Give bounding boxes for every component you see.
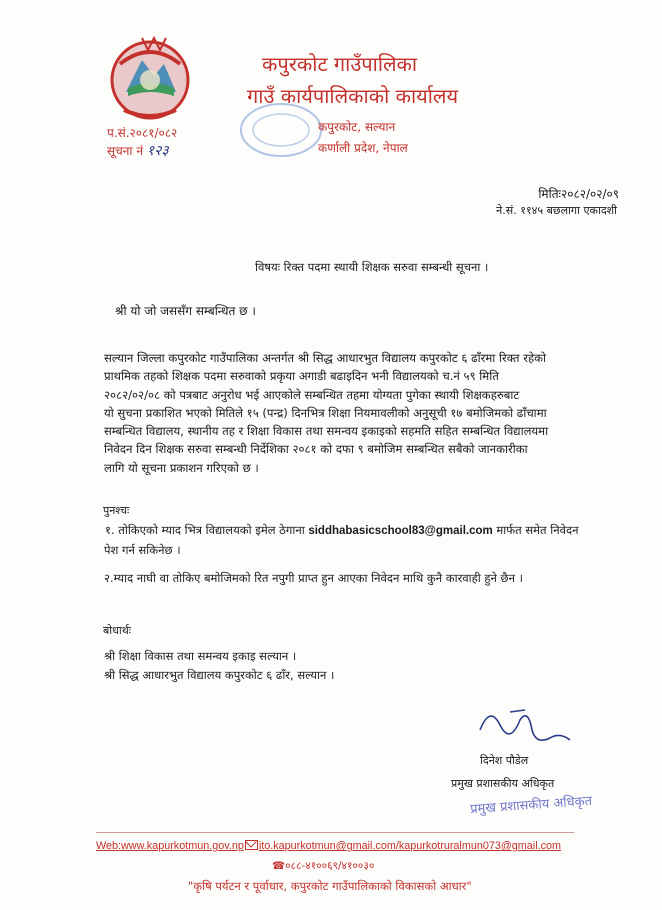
postscript-item-1-text: १. तोकिएको म्याद भित्र विद्यालयको इमेल ठेगाना bbox=[105, 523, 305, 537]
body-line: यो सुचना प्रकाशित भएको मितिले १५ (पन्द्र) दिनभित्र शिक्षा नियमावलीको अनुसूची १७ बमोजिमको ढाँचामा bbox=[104, 405, 547, 420]
signatory-title: प्रमुख प्रशासकीय अधिकृत bbox=[451, 777, 555, 790]
postscript-item-1 bbox=[105, 523, 578, 538]
nepal-emblem-icon bbox=[104, 30, 196, 122]
nepal-samvat-label: ने.सं. bbox=[496, 204, 517, 217]
notice-number-value: १२३ bbox=[146, 143, 169, 159]
signature-scribble-icon bbox=[470, 700, 580, 755]
reference-number: प.सं.२०८१/०८२ bbox=[107, 126, 178, 140]
postscript-item-1-after: मार्फत समेत निवेदन bbox=[496, 523, 579, 537]
body-line: लागि यो सूचना प्रकाशन गरिएको छ । bbox=[104, 460, 259, 475]
office-stamp-icon bbox=[238, 100, 324, 160]
website-link[interactable]: Web:www.kapurkotmun.gov.np bbox=[96, 840, 244, 852]
body-line: प्राथमिक तहको शिक्षक पदमा सरुवाको प्रकृया अगाडी बढाइदिन भनी विद्यालयको च.नं ५९ मिति bbox=[104, 369, 499, 384]
cc-item: श्री सिद्ध आधारभुत विद्यालय कपुरकोट ६ ढाँर, सल्यान । bbox=[104, 668, 335, 682]
org-name: कपुरकोट गाउँपालिका bbox=[262, 52, 418, 76]
notice-number bbox=[107, 141, 169, 160]
address-line-2: कर्णाली प्रदेश, नेपाल bbox=[318, 141, 408, 155]
postscript-item-1-cont: पेश गर्न सकिनेछ । bbox=[104, 543, 181, 557]
postscript-label: पुनश्चः bbox=[103, 504, 130, 517]
subject-line: विषयः रिक्त पदमा स्थायी शिक्षक सरुवा सम्बन्धी सूचना । bbox=[255, 260, 489, 274]
salutation: श्री यो जो जससँग सम्बन्धित छ । bbox=[115, 304, 256, 318]
email-link[interactable]: ito.kapurkotmun@gmail.com/kapurkotruralmun073@gmail.com bbox=[258, 840, 562, 852]
office-name: गाउँ कार्यपालिकाको कार्यालय bbox=[247, 84, 459, 108]
body-line: २०८२/०२/०८ को पत्रबाट अनुरोध भई आएकोले सम्बन्धित तहमा योग्यता पुगेका स्थायी शिक्षकहरुबाट bbox=[104, 387, 520, 402]
body-line: सल्यान जिल्ला कपुरकोट गाउँपालिका अन्तर्गत श्री सिद्ध आधारभुत विद्यालय कपुरकोट ६ ढाँरमा रिक्त रहेको bbox=[104, 351, 547, 365]
nepal-samvat-date bbox=[496, 203, 617, 218]
body-line: निवेदन दिन शिक्षक सरुवा सम्बन्धी निर्देशिका २०८१ को दफा ९ बमोजिम सम्बन्धित सबैको जानकारीका bbox=[104, 442, 528, 457]
address-line-1: कपुरकोट, सल्यान bbox=[318, 120, 396, 134]
cc-label: बोधार्थः bbox=[103, 624, 131, 637]
cc-item: श्री शिक्षा विकास तथा समन्वय इकाइ सल्यान । bbox=[104, 649, 297, 663]
letter-date: मितिः२०८२/०२/०९ bbox=[538, 187, 619, 201]
body-line: सम्बन्धित विद्यालय, स्थानीय तह र शिक्षा विकास तथा समन्वय इकाइको सहमति सहित सम्बन्धित विद्यालयमा bbox=[104, 424, 549, 439]
nepal-samvat-rest: बछलागा एकादशी bbox=[546, 204, 617, 217]
mail-icon bbox=[245, 840, 258, 850]
footer-divider bbox=[96, 832, 574, 833]
school-email: siddhabasicschool83@gmail.com bbox=[308, 525, 493, 537]
nepal-samvat-value: ११४५ bbox=[520, 204, 544, 217]
footer-slogan: "कृषि पर्यटन र पूर्वाधार, कपुरकोट गाउँपालिकाको विकासको आधार" bbox=[188, 879, 472, 893]
body-paragraph bbox=[104, 349, 632, 477]
footer-contact-line bbox=[96, 840, 561, 852]
notice-label: सूचना नं bbox=[107, 144, 143, 158]
signature bbox=[470, 700, 580, 755]
postscript-item-2: २.म्याद नाघी वा तोकिए बमोजिमको रित नपुगी प्राप्त हुन आएका निवेदन माथि कुनै कारवाही हुने छैन । bbox=[104, 571, 523, 585]
signatory-name: दिनेश पौडेल bbox=[480, 754, 529, 767]
signatory-stamp: प्रमुख प्रशासकीय अधिकृत bbox=[469, 793, 593, 818]
phone-numbers: ☎०८८-४१००६९/४१००३० bbox=[272, 860, 375, 872]
